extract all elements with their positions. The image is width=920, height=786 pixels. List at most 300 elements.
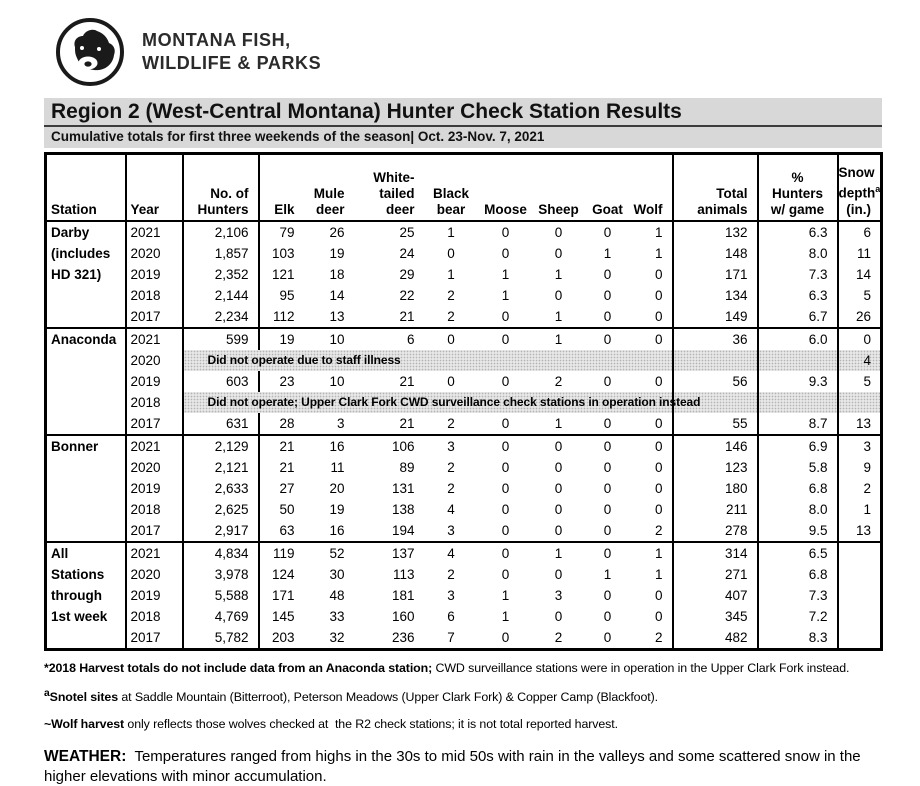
wt-cell: 22 [399,287,415,303]
moose-cell: 0 [501,566,510,582]
elk-cell: 21 [259,457,304,478]
station-cell [46,285,126,306]
total-cell: 180 [673,478,758,499]
total-cell: 345 [673,606,758,627]
goat-cell: 0 [603,480,612,496]
sheep-cell: 0 [554,245,563,261]
table-row [46,371,882,392]
year-cell: 2018 [126,606,183,627]
brand-name-line2: WILDLIFE & PARKS [142,53,322,73]
bear-cell: 2 [447,308,455,324]
table-row [46,435,882,457]
moose-cell: 0 [501,373,510,389]
year-cell: 2021 [126,435,183,457]
goat-cell: 0 [585,435,631,457]
column-header-snow: Snow depth$^a$ (in.) [838,154,882,221]
station-cell [46,350,126,371]
table-body [46,221,882,650]
table-row [46,457,882,478]
bear-cell: 3 [447,522,455,538]
sheep-cell: 1 [554,415,563,431]
footnote [44,716,880,732]
sheep-cell: 0 [554,608,563,624]
wolf-cell: 0 [654,415,663,431]
moose-cell: 0 [501,522,510,538]
header-row [46,154,882,221]
footnote-superscript: a [44,687,50,699]
total-cell: 56 [673,371,758,392]
station-cell [46,457,126,478]
column-header-hunters: No. of Hunters [183,154,259,221]
snow-cell: 26 [838,306,882,328]
wt-cell: 131 [391,480,415,496]
total-cell: 171 [673,264,758,285]
wt-cell: 194 [391,522,415,538]
bear-cell: 0 [424,328,479,350]
mule-cell: 14 [329,287,345,303]
hunters-cell: 631 [183,413,259,435]
year-cell: 2020 [126,243,183,264]
snow-cell: 5 [838,285,882,306]
station-cell: through [51,587,102,603]
wolf-cell: 0 [631,328,673,350]
column-header-wolf: Wolf [631,154,673,221]
footnote-lead: *2018 Harvest totals do not include data from an Anaconda station; [44,660,433,675]
goat-cell: 0 [585,328,631,350]
pct-cell: 8.0 [758,499,838,520]
goat-cell: 0 [603,308,612,324]
total-cell: 482 [673,627,758,650]
sheep-cell: 0 [554,501,563,517]
elk-cell: 124 [259,564,304,585]
elk-cell: 103 [259,243,304,264]
pct-cell: 6.9 [758,435,838,457]
column-header-total: Total animals [673,154,758,221]
wt-cell: 29 [399,266,415,282]
snow-cell: 6 [838,221,882,243]
wolf-cell: 1 [654,245,663,261]
mule-cell: 10 [304,328,354,350]
pct-cell: 7.2 [758,606,838,627]
hunters-cell: 4,834 [183,542,259,564]
year-cell: 2020 [126,564,183,585]
hunters-cell: 2,234 [183,306,259,328]
sheep-cell: 0 [554,459,563,475]
sheep-cell: 0 [554,480,563,496]
elk-cell: 119 [259,542,304,564]
pct-cell: 9.3 [758,371,838,392]
moose-cell: 0 [479,328,533,350]
table-row [46,221,882,243]
wt-cell: 138 [391,501,415,517]
year-cell: 2018 [126,285,183,306]
elk-cell: 203 [259,627,304,650]
wolf-cell: 0 [654,480,663,496]
wt-cell: 21 [399,373,415,389]
mule-cell: 19 [329,245,345,261]
column-header-elk: Elk [259,154,304,221]
hunters-cell: 2,633 [183,478,259,499]
wt-cell: 89 [399,459,415,475]
station-cell: All [46,542,126,564]
table-row [46,392,882,413]
wolf-cell: 0 [654,501,663,517]
pct-cell: 8.7 [758,413,838,435]
footnote-lead: ~Wolf harvest [44,717,125,732]
year-cell: 2020 [126,350,183,371]
sheep-cell: 0 [554,566,563,582]
goat-cell: 0 [603,587,612,603]
year-cell: 2018 [126,392,183,413]
bear-cell: 3 [447,587,455,603]
hunters-cell: 3,978 [183,564,259,585]
total-cell: 146 [673,435,758,457]
footnote-text: at Saddle Mountain (Bitterroot), Peterson Meadows (Upper Clark Fork) & Copper Camp (Blackfoot). [118,690,658,704]
bear-cell: 4 [447,501,455,517]
wolf-cell: 0 [654,608,663,624]
snow-cell [838,627,882,650]
bear-cell: 2 [447,459,455,475]
elk-cell: 145 [259,606,304,627]
hunters-cell: 2,144 [183,285,259,306]
year-cell: 2019 [126,264,183,285]
wt-cell: 160 [391,608,415,624]
note-cell: Did not operate; Upper Clark Fork CWD surveillance check stations in operation instead [183,392,673,413]
mule-cell: 16 [304,435,354,457]
goat-cell: 1 [603,566,612,582]
hunters-cell: 603 [183,371,259,392]
hunters-cell: 4,769 [183,606,259,627]
moose-cell: 1 [501,266,510,282]
mule-cell: 32 [329,629,345,645]
moose-cell: 0 [479,221,533,243]
year-cell: 2017 [126,413,183,435]
bear-cell: 3 [424,435,479,457]
pct-cell: 6.5 [758,542,838,564]
sheep-cell: 0 [554,522,563,538]
elk-cell: 23 [259,371,304,392]
total-cell [673,350,758,371]
total-cell: 148 [673,243,758,264]
footnote-text: only reflects those wolves checked at the R2 check stations; it is not total reported harvest. [124,717,618,732]
sheep-cell: 0 [533,435,585,457]
wolf-cell: 0 [654,266,663,282]
pct-cell: 6.7 [758,306,838,328]
total-cell: 134 [673,285,758,306]
bear-cell: 0 [447,373,455,389]
page-subtitle: Cumulative totals for first three weekends of the season| Oct. 23-Nov. 7, 2021 [51,129,545,144]
moose-cell: 1 [501,608,510,624]
total-cell: 149 [673,306,758,328]
hunters-cell: 1,857 [183,243,259,264]
year-cell: 2019 [126,585,183,606]
snow-cell: 14 [838,264,882,285]
column-header-wt: White- tailed deer [354,154,424,221]
wt-cell: 24 [399,245,415,261]
elk-cell: 63 [259,520,304,542]
station-cell [46,627,126,650]
sheep-cell: 3 [554,587,563,603]
mule-cell: 48 [329,587,345,603]
mule-cell: 52 [304,542,354,564]
brand-name [142,29,321,76]
table-row [46,413,882,435]
mule-cell: 18 [329,266,345,282]
moose-cell: 0 [501,308,510,324]
station-cell [46,392,126,413]
year-cell: 2021 [126,328,183,350]
goat-cell: 0 [603,415,612,431]
hunters-cell: 2,917 [183,520,259,542]
snow-cell: 1 [838,499,882,520]
hunters-cell: 2,106 [183,221,259,243]
bear-cell: 2 [447,566,455,582]
goat-cell: 0 [603,501,612,517]
wolf-cell: 0 [631,435,673,457]
wolf-cell: 0 [654,373,663,389]
elk-cell: 27 [259,478,304,499]
sheep-cell: 1 [554,308,563,324]
bear-cell: 2 [447,287,455,303]
wt-cell: 21 [399,415,415,431]
total-cell: 314 [673,542,758,564]
bear-cell: 7 [447,629,455,645]
total-cell: 55 [673,413,758,435]
pct-cell: 7.3 [758,585,838,606]
bear-logo-icon [54,16,126,88]
pct-cell: 6.3 [758,285,838,306]
moose-cell: 0 [479,435,533,457]
goat-cell: 0 [603,608,612,624]
footnotes [44,660,882,733]
sheep-cell: 1 [554,266,563,282]
column-header-pct: % Hunters w/ game [758,154,838,221]
hunters-cell: 5,782 [183,627,259,650]
mule-cell: 10 [329,373,345,389]
hunters-cell: 2,121 [183,457,259,478]
sheep-cell: 2 [554,629,563,645]
wt-cell: 106 [354,435,424,457]
sheep-cell: 2 [554,373,563,389]
table-row [46,328,882,350]
total-cell: 36 [673,328,758,350]
mule-cell: 30 [329,566,345,582]
wolf-cell: 0 [654,459,663,475]
table-row [46,542,882,564]
snow-cell: 5 [838,371,882,392]
table-row [46,606,882,627]
moose-cell: 1 [501,587,510,603]
table-head [46,154,882,221]
hunters-cell: 2,625 [183,499,259,520]
pct-cell [758,392,838,413]
station-cell [46,520,126,542]
year-cell: 2019 [126,371,183,392]
goat-cell: 1 [603,245,612,261]
column-header-goat: Goat [585,154,631,221]
wolf-cell: 1 [654,566,663,582]
goat-cell: 0 [603,522,612,538]
pct-cell: 8.0 [758,243,838,264]
mule-cell: 19 [329,501,345,517]
elk-cell: 112 [259,306,304,328]
snow-cell: 13 [838,520,882,542]
column-header-mule: Mule deer [304,154,354,221]
year-cell: 2018 [126,499,183,520]
total-cell: 123 [673,457,758,478]
moose-cell: 0 [501,501,510,517]
wt-cell: 137 [354,542,424,564]
mule-cell: 13 [329,308,345,324]
bear-cell: 2 [447,480,455,496]
year-cell: 2017 [126,520,183,542]
mule-cell: 26 [304,221,354,243]
goat-cell: 0 [585,221,631,243]
snow-cell: 13 [838,413,882,435]
year-cell: 2019 [126,478,183,499]
pct-cell: 8.3 [758,627,838,650]
snow-cell [838,606,882,627]
year-cell: 2017 [126,306,183,328]
bear-cell: 4 [424,542,479,564]
goat-cell: 0 [585,542,631,564]
snow-cell [838,542,882,564]
sheep-cell: 0 [554,287,563,303]
bear-cell: 0 [447,245,455,261]
moose-cell: 0 [501,480,510,496]
moose-cell: 1 [501,287,510,303]
brand-name-line1: MONTANA FISH, [142,29,291,50]
table-row [46,243,882,264]
elk-cell: 19 [259,328,304,350]
page-title: Region 2 (West-Central Montana) Hunter Check Station Results [44,98,882,127]
total-cell: 132 [673,221,758,243]
total-cell: 407 [673,585,758,606]
wolf-cell: 2 [654,629,663,645]
elk-cell: 50 [259,499,304,520]
wt-cell: 6 [354,328,424,350]
hunters-cell: 5,588 [183,585,259,606]
weather-label: WEATHER: [44,747,127,765]
total-cell: 278 [673,520,758,542]
moose-cell: 0 [501,415,510,431]
weather-text: Temperatures ranged from highs in the 30s to mid 50s with rain in the valleys and some scattered snow in the higher elevations with minor accumulation. [44,747,865,785]
hunters-cell: 2,352 [183,264,259,285]
year-cell: 2017 [126,627,183,650]
wt-cell: 113 [392,566,415,582]
mule-cell: 33 [329,608,345,624]
station-cell: Anaconda [46,328,126,350]
wolf-cell: 0 [654,587,663,603]
station-cell [46,478,126,499]
table-row [46,585,882,606]
moose-cell: 0 [479,542,533,564]
moose-cell: 0 [501,459,510,475]
table-row [46,285,882,306]
sheep-cell: 0 [533,221,585,243]
table-row [46,306,882,328]
wolf-cell: 1 [631,542,673,564]
bear-cell: 6 [447,608,455,624]
station-cell [46,306,126,328]
elk-cell: 79 [259,221,304,243]
elk-cell: 95 [259,285,304,306]
pct-cell: 6.8 [758,478,838,499]
mule-cell: 20 [329,480,345,496]
snow-cell: 4 [838,350,882,371]
footnote-text: CWD surveillance stations were in operation in the Upper Clark Fork instead. [432,660,850,675]
note-cell: Did not operate due to staff illness [183,350,673,371]
footnote [44,687,880,706]
hunters-cell: 599 [183,328,259,350]
goat-cell: 0 [603,459,612,475]
footnote-lead: Snotel sites [49,690,119,704]
station-cell [46,413,126,435]
pct-cell: 6.0 [758,328,838,350]
elk-cell: 21 [259,435,304,457]
wt-cell: 21 [399,308,415,324]
brand-header [54,16,882,88]
goat-cell: 0 [603,266,612,282]
station-cell: 1st week [51,608,108,624]
mule-cell: 16 [329,522,345,538]
station-cell [46,499,126,520]
wolf-cell: 0 [654,308,663,324]
mule-cell: 11 [330,459,345,475]
year-cell: 2020 [126,457,183,478]
results-table [44,152,883,651]
column-header-sheep: Sheep [533,154,585,221]
sheep-cell: 1 [533,328,585,350]
hunters-cell: 2,129 [183,435,259,457]
year-cell: 2021 [126,542,183,564]
column-header-station: Station [46,154,126,221]
wolf-cell: 2 [654,522,663,538]
station-cell: HD 321) [51,266,102,282]
total-cell: 271 [673,564,758,585]
goat-cell: 0 [603,373,612,389]
moose-cell: 0 [501,629,510,645]
wt-cell: 25 [354,221,424,243]
table-row [46,478,882,499]
pct-cell: 6.8 [758,564,838,585]
bear-cell: 2 [447,415,455,431]
pct-cell [758,350,838,371]
moose-cell: 0 [501,245,510,261]
station-cell: Darby [46,221,126,243]
wolf-cell: 0 [654,287,663,303]
pct-cell: 6.3 [758,221,838,243]
mule-cell: 3 [336,415,345,431]
column-header-moose: Moose [479,154,533,221]
table-row [46,627,882,650]
sheep-cell: 1 [533,542,585,564]
snow-cell: 3 [838,435,882,457]
footnote [44,660,880,676]
elk-cell: 171 [259,585,304,606]
snow-cell [838,564,882,585]
wolf-cell: 1 [631,221,673,243]
snow-cell: 2 [838,478,882,499]
column-header-bear: Black bear [424,154,479,221]
station-cell [46,371,126,392]
table-row [46,499,882,520]
year-cell: 2021 [126,221,183,243]
snow-cell: 0 [838,328,882,350]
snow-cell: 11 [838,243,882,264]
snow-cell [838,392,882,413]
elk-cell: 28 [259,413,304,435]
